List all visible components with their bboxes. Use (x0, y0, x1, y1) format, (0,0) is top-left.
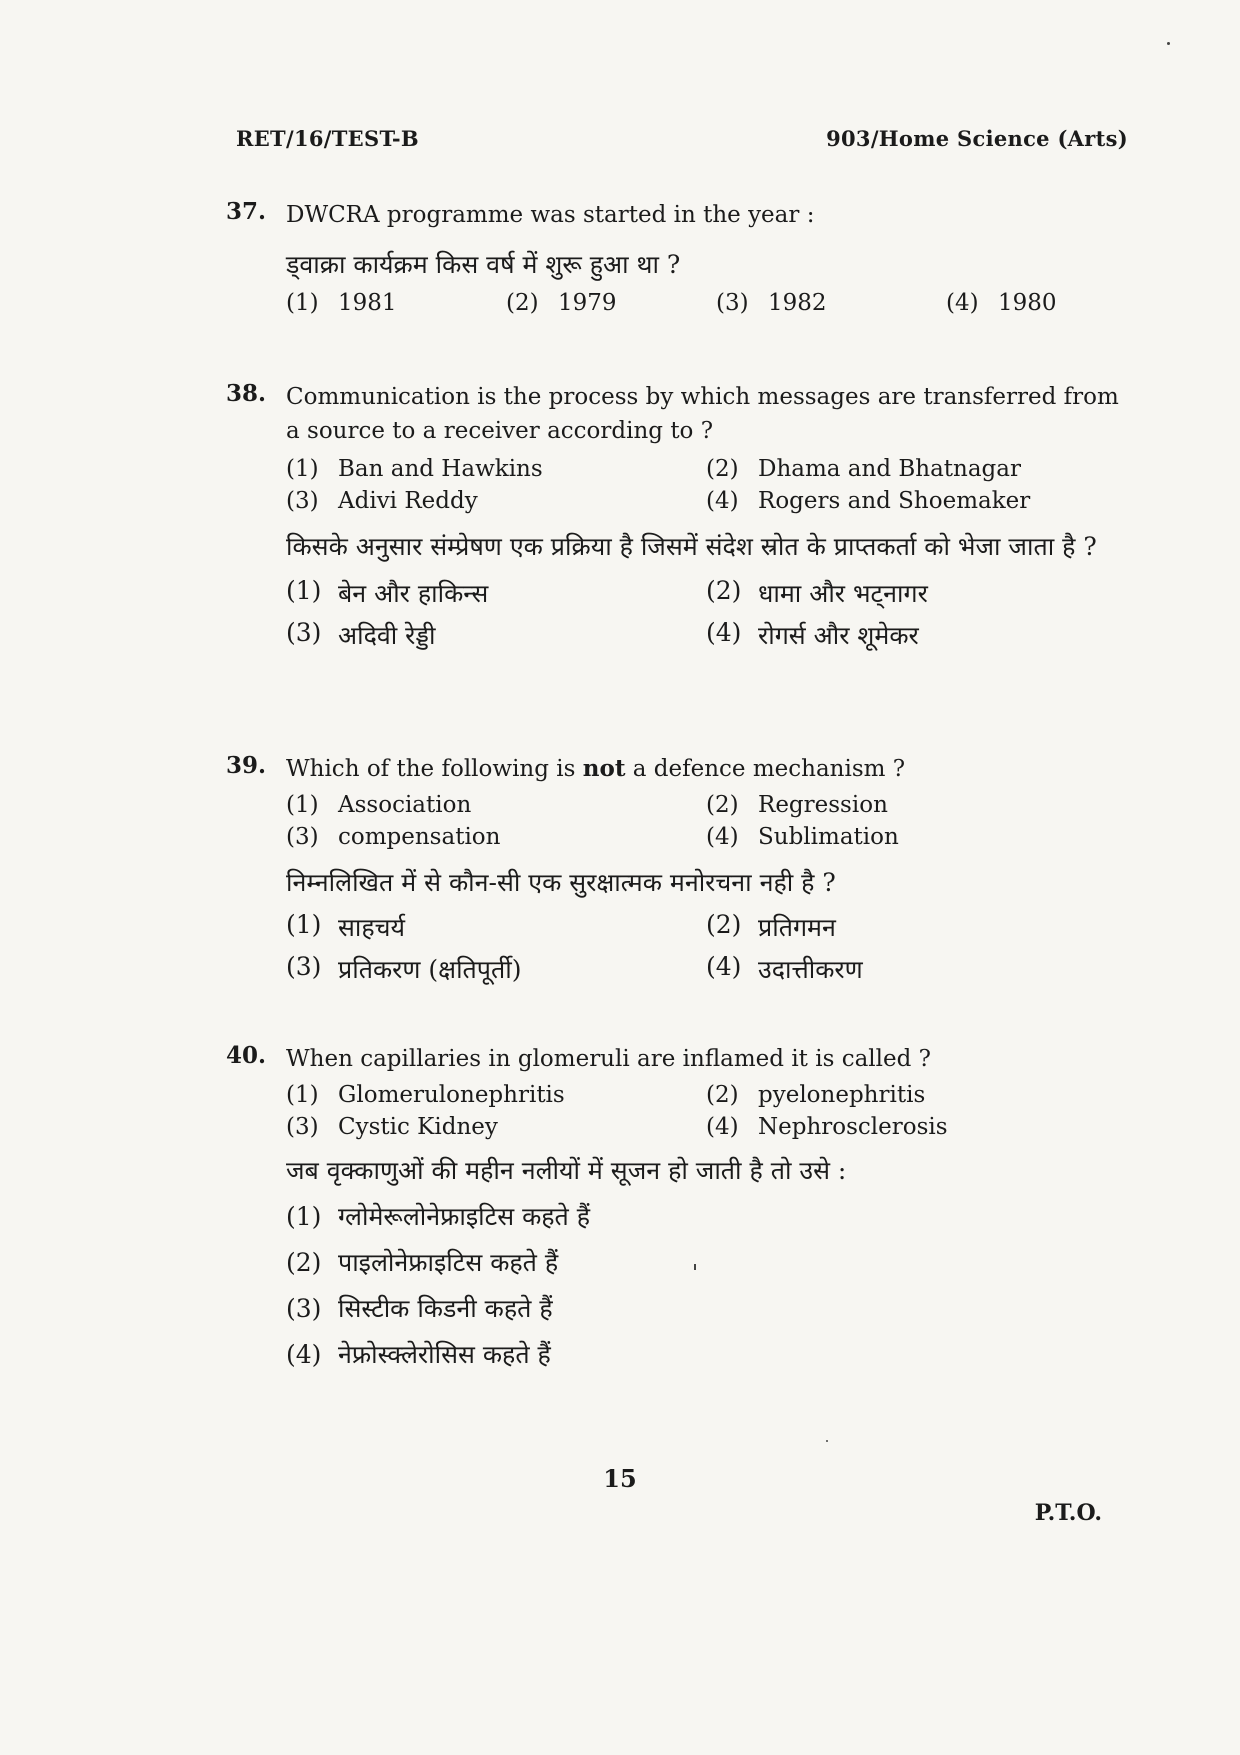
option-3[interactable]: (3) Cystic Kidney (286, 1114, 498, 1140)
page-number: 15 (603, 1464, 637, 1493)
options-hindi (286, 910, 1126, 986)
option-4[interactable]: (4) Nephrosclerosis (706, 1114, 948, 1140)
option-2[interactable]: (2) Regression (706, 792, 888, 818)
question-number: 39. (226, 752, 267, 779)
option-1-hindi[interactable]: (1) बेन और हाकिन्स (286, 576, 489, 608)
question-number: 40. (226, 1042, 267, 1069)
option-1[interactable]: (1) 1981 (286, 290, 397, 316)
question-39 (226, 752, 1126, 986)
scan-speck (1167, 42, 1170, 45)
option-3-hindi[interactable]: (3) प्रतिकरण (क्षतिपूर्ती) (286, 952, 522, 984)
option-2[interactable]: (2) Dhama and Bhatnagar (706, 456, 1021, 482)
question-text-hindi: जब वृक्काणुओं की महीन नलीयों में सूजन हो जाती है तो उसे : (286, 1156, 847, 1185)
option-4-hindi[interactable]: (4) रोगर्स और शूमेकर (706, 618, 919, 650)
question-text: When capillaries in glomeruli are inflamed it is called ? (286, 1046, 931, 1072)
option-2[interactable]: (2) pyelonephritis (706, 1082, 926, 1108)
question-text-hindi: निम्नलिखित में से कौन-सी एक सुरक्षात्मक मनोरचना नही है ? (286, 868, 836, 897)
options-hindi (286, 1194, 1126, 1378)
option-1[interactable]: (1) Ban and Hawkins (286, 456, 543, 482)
options-hindi (286, 576, 1126, 652)
options (286, 792, 1126, 850)
question-text-hindi: किसके अनुसार संम्प्रेषण एक प्रक्रिया है जिसमें संदेश स्रोत के प्राप्तकर्ता को भेजा जाता है ? (286, 532, 1097, 561)
option-2-hindi[interactable]: (2) पाइलोनेफ्राइटिस कहते हैं (286, 1248, 559, 1277)
scan-speck (826, 1440, 828, 1442)
options (286, 1082, 1126, 1140)
option-4-hindi[interactable]: (4) नेफ्रोस्क्लेरोसिस कहते हैं (286, 1340, 551, 1369)
question-number: 38. (226, 380, 267, 407)
subject-title: 903/Home Science (Arts) (826, 126, 1128, 151)
option-2-hindi[interactable]: (2) प्रतिगमन (706, 910, 836, 942)
option-2-hindi[interactable]: (2) धामा और भट्नागर (706, 576, 928, 608)
option-4[interactable]: (4) Sublimation (706, 824, 899, 850)
paper-code: RET/16/TEST-B (236, 126, 419, 151)
question-text: DWCRA programme was started in the year : (286, 202, 815, 228)
question-text: Which of the following is not a defence mechanism ? (286, 755, 906, 782)
emphasis-not: not (582, 755, 626, 782)
question-text-hindi: ड्वाक्रा कार्यक्रम किस वर्ष में शुरू हुआ था ? (286, 250, 681, 279)
option-1[interactable]: (1) Glomerulonephritis (286, 1082, 565, 1108)
options (286, 290, 1126, 316)
option-1-hindi[interactable]: (1) ग्लोमेरूलोनेफ्राइटिस कहते हैं (286, 1202, 591, 1231)
options (286, 456, 1126, 514)
option-3-hindi[interactable]: (3) अदिवी रेड्डी (286, 618, 436, 650)
option-4-hindi[interactable]: (4) उदात्तीकरण (706, 952, 863, 984)
option-3[interactable]: (3) compensation (286, 824, 501, 850)
option-4[interactable]: (4) Rogers and Shoemaker (706, 488, 1031, 514)
option-3-hindi[interactable]: (3) सिस्टीक किडनी कहते हैं (286, 1294, 553, 1323)
option-2[interactable]: (2) 1979 (506, 290, 617, 316)
option-3[interactable]: (3) 1982 (716, 290, 827, 316)
question-40 (226, 1042, 1126, 1378)
page-turn-over: P.T.O. (1034, 1500, 1102, 1526)
option-1-hindi[interactable]: (1) साहचर्य (286, 910, 406, 942)
question-number: 37. (226, 198, 267, 225)
option-3[interactable]: (3) Adivi Reddy (286, 488, 478, 514)
scan-speck (694, 1264, 696, 1270)
question-38 (226, 380, 1126, 652)
option-1[interactable]: (1) Association (286, 792, 472, 818)
question-37 (226, 198, 1126, 316)
question-text: Communication is the process by which messages are transferred from a source to a receiver according to ? (286, 384, 1119, 444)
option-4[interactable]: (4) 1980 (946, 290, 1057, 316)
